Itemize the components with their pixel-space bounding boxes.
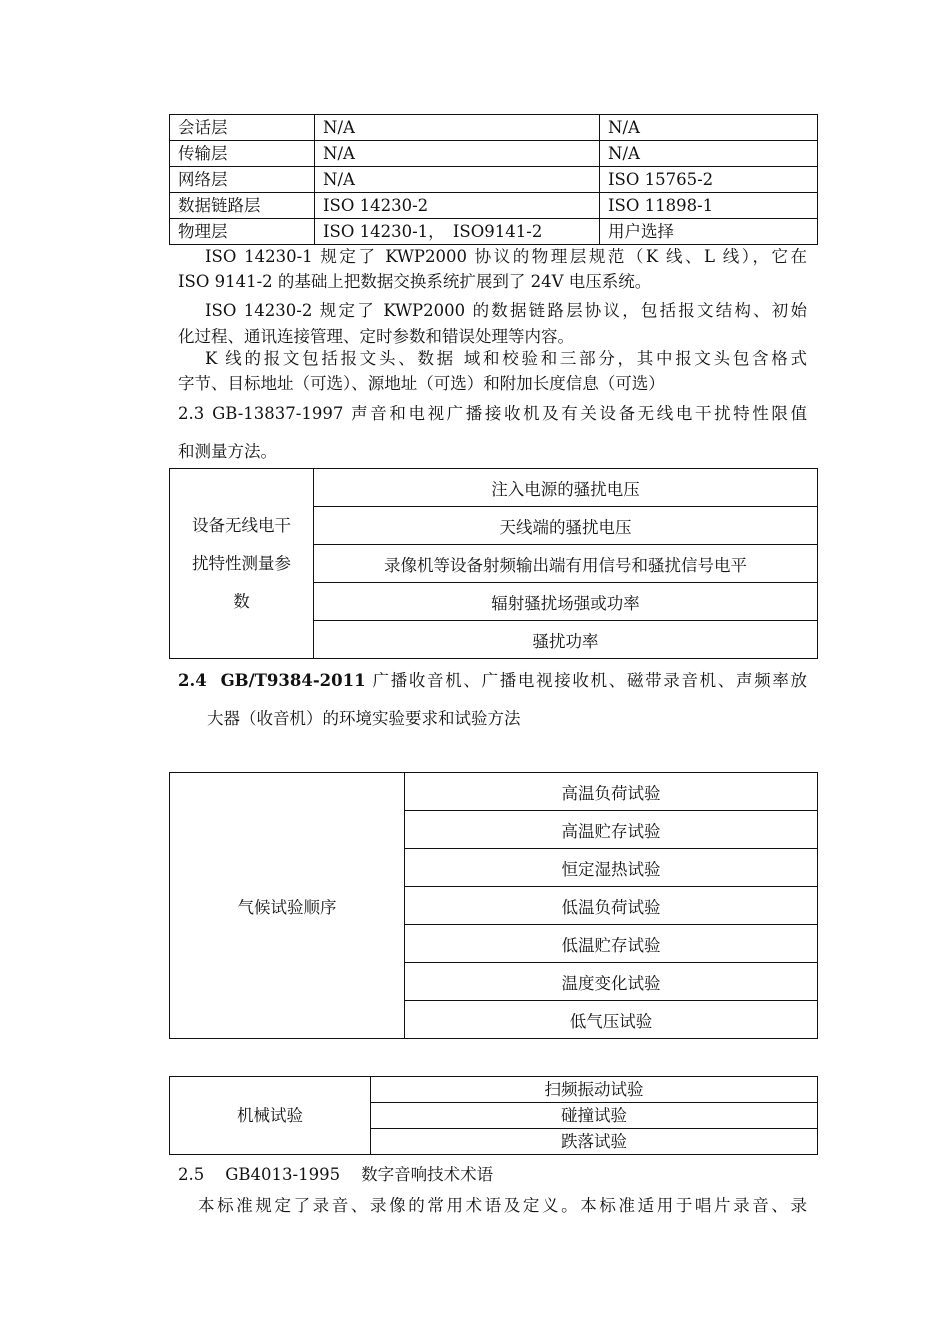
mechanical-test-table bbox=[169, 1076, 818, 1155]
protocol-layer-table bbox=[169, 114, 818, 245]
table-cell: 数据链路层 bbox=[170, 193, 315, 219]
table-cell: 骚扰功率 bbox=[314, 621, 818, 659]
table-row bbox=[170, 141, 818, 167]
table-cell: 温度变化试验 bbox=[405, 963, 818, 1001]
table-cell: 录像机等设备射频输出端有用信号和骚扰信号电平 bbox=[314, 545, 818, 583]
table-cell: 物理层 bbox=[170, 219, 315, 245]
table-cell: N/A bbox=[315, 141, 600, 167]
table-row bbox=[170, 193, 818, 219]
paragraph-line: 化过程、通讯连接管理、定时参数和错误处理等内容。 bbox=[178, 327, 574, 346]
section-heading: 2.5 GB4013-1995 数字音响技术术语 bbox=[178, 1165, 494, 1184]
table-cell: N/A bbox=[315, 167, 600, 193]
paragraph-line: 字节、目标地址（可选）、源地址（可选）和附加长度信息（可选） bbox=[178, 374, 665, 393]
table-cell: 天线端的骚扰电压 bbox=[314, 507, 818, 545]
section-title: 广播收音机、广播电视接收机、磁带录音机、声频率放 bbox=[372, 671, 807, 690]
table-row bbox=[170, 773, 818, 811]
table-row bbox=[170, 1077, 818, 1103]
paragraph-line: 本标准规定了录音、录像的常用术语及定义。本标准适用于唱片录音、录 bbox=[198, 1196, 807, 1215]
interference-parameter-table bbox=[169, 468, 818, 659]
section-heading bbox=[178, 667, 807, 691]
table-cell: 用户选择 bbox=[600, 219, 818, 245]
table-label-cell: 机械试验 bbox=[170, 1077, 371, 1155]
table-cell: ISO 14230-1， ISO9141-2 bbox=[315, 219, 600, 245]
section-heading: 2.3 GB-13837-1997 声音和电视广播接收机及有关设备无线电干扰特性限值 bbox=[178, 404, 807, 423]
table-cell: 注入电源的骚扰电压 bbox=[314, 469, 818, 507]
table-row bbox=[170, 115, 818, 141]
table-cell: 低气压试验 bbox=[405, 1001, 818, 1039]
table-cell: N/A bbox=[315, 115, 600, 141]
table-cell: 辐射骚扰场强或功率 bbox=[314, 583, 818, 621]
paragraph-line: K 线的报文包括报文头、数据 域和校验和三部分，其中报文头包含格式 bbox=[205, 349, 807, 368]
table-cell: ISO 14230-2 bbox=[315, 193, 600, 219]
table-cell: 高温贮存试验 bbox=[405, 811, 818, 849]
section-heading: 和测量方法。 bbox=[178, 442, 277, 461]
table-label-cell: 气候试验顺序 bbox=[170, 773, 405, 1039]
table-label-cell bbox=[170, 469, 314, 659]
section-title: 大器（收音机）的环境实验要求和试验方法 bbox=[207, 709, 521, 728]
label-line: 扰特性测量参 bbox=[192, 553, 291, 573]
table-cell: 低温负荷试验 bbox=[405, 887, 818, 925]
table-cell: 扫频振动试验 bbox=[371, 1077, 818, 1103]
section-number: 2.4 bbox=[178, 671, 207, 690]
table-cell: 低温贮存试验 bbox=[405, 925, 818, 963]
table-cell: N/A bbox=[600, 141, 818, 167]
table-row bbox=[170, 469, 818, 507]
table-cell: 碰撞试验 bbox=[371, 1103, 818, 1129]
label-line: 数 bbox=[233, 591, 250, 611]
table-cell: ISO 11898-1 bbox=[600, 193, 818, 219]
table-cell: 会话层 bbox=[170, 115, 315, 141]
table-cell: 网络层 bbox=[170, 167, 315, 193]
table-row bbox=[170, 219, 818, 245]
paragraph-line: ISO 14230-2 规定了 KWP2000 的数据链路层协议，包括报文结构、初始 bbox=[205, 301, 807, 320]
table-cell: 传输层 bbox=[170, 141, 315, 167]
climate-test-table bbox=[169, 772, 818, 1039]
paragraph-line: ISO 9141-2 的基础上把数据交换系统扩展到了 24V 电压系统。 bbox=[178, 272, 652, 291]
section-code: GB/T9384-2011 bbox=[220, 671, 366, 690]
table-cell: 恒定湿热试验 bbox=[405, 849, 818, 887]
label-line: 设备无线电干 bbox=[192, 515, 291, 535]
table-cell: ISO 15765-2 bbox=[600, 167, 818, 193]
table-row bbox=[170, 167, 818, 193]
paragraph-line: ISO 14230-1 规定了 KWP2000 协议的物理层规范（K 线、L 线），它在 bbox=[205, 247, 807, 266]
table-cell: N/A bbox=[600, 115, 818, 141]
table-cell: 高温负荷试验 bbox=[405, 773, 818, 811]
table-cell: 跌落试验 bbox=[371, 1129, 818, 1155]
